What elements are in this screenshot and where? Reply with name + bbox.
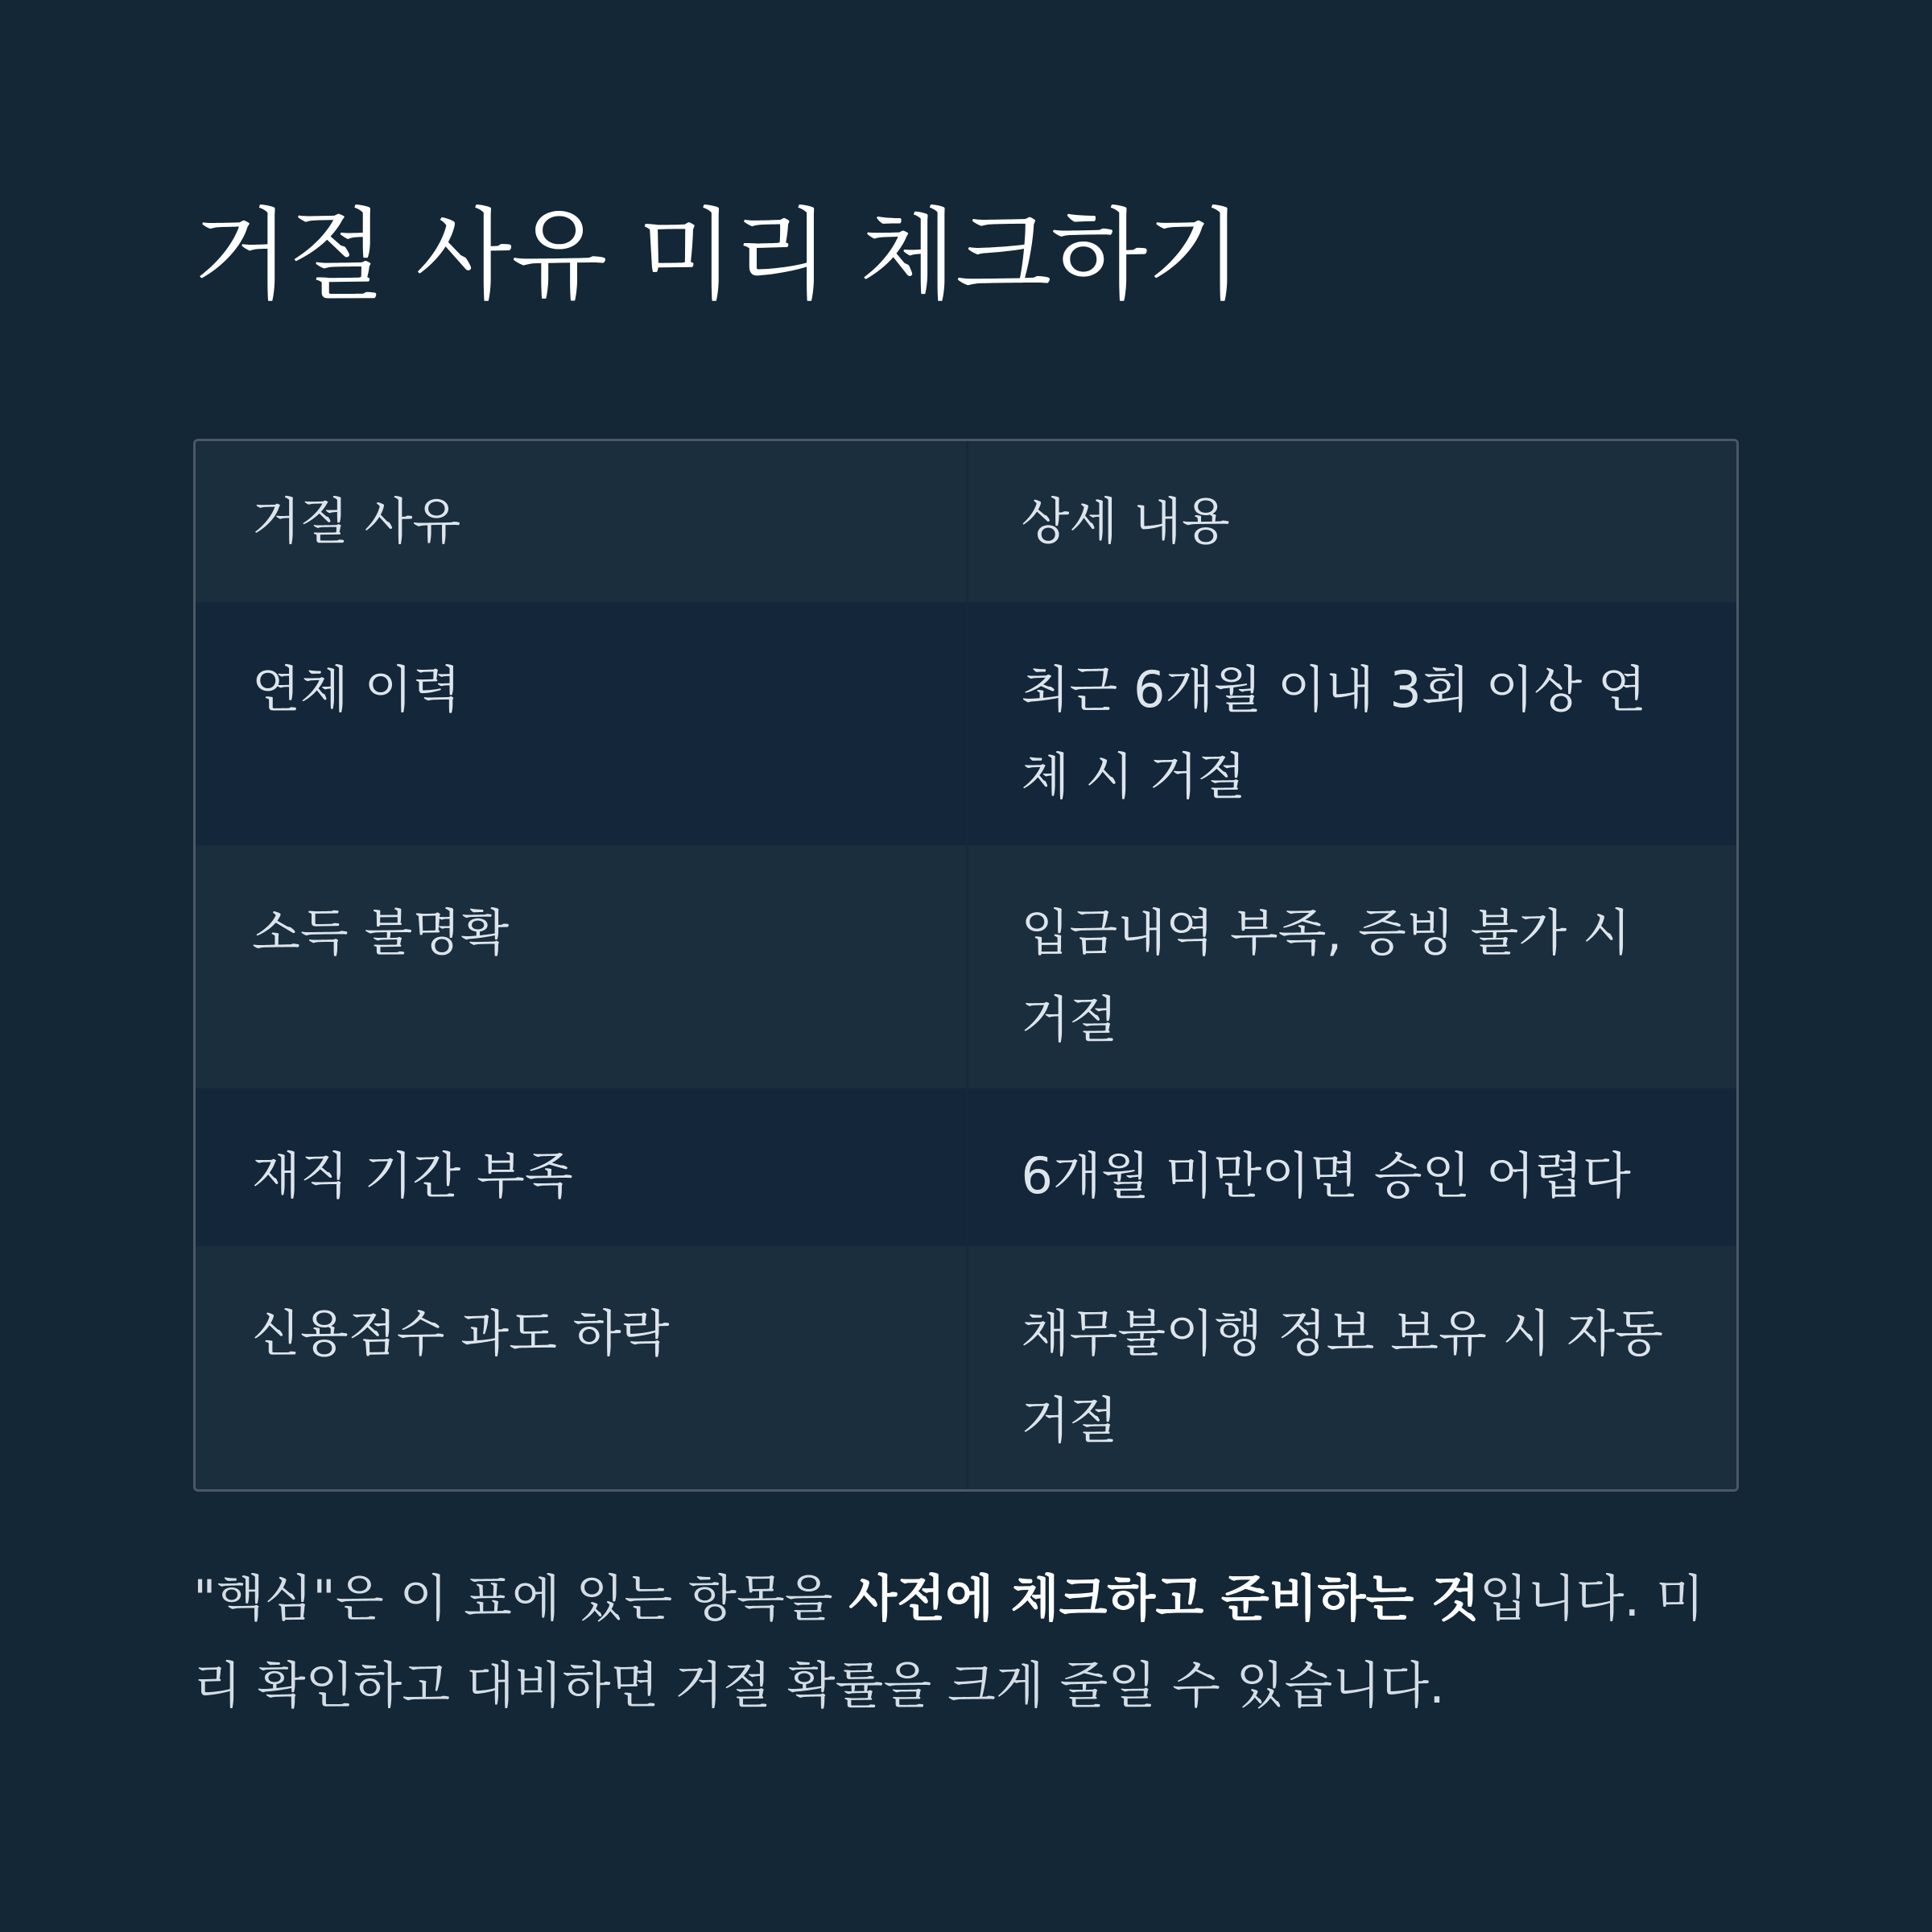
footer-emphasis: 사전에 체크하고 준비하는 것 bbox=[848, 1569, 1480, 1628]
reason-cell: 재직 기간 부족 bbox=[252, 1146, 573, 1205]
footer-prefix: "핵심"은 이 표에 있는 항목을 bbox=[193, 1569, 849, 1628]
reason-cell: 연체 이력 bbox=[252, 660, 461, 719]
table-row bbox=[196, 602, 1736, 845]
rejection-reasons-table bbox=[193, 439, 1739, 1492]
table-row bbox=[196, 1246, 1736, 1491]
table-row bbox=[196, 845, 1736, 1088]
page-title: 거절 사유 미리 체크하기 bbox=[193, 198, 1243, 314]
detail-cell: 채무불이행 정보 보유 시 자동 거절 bbox=[967, 1246, 1736, 1491]
table-row bbox=[196, 1088, 1736, 1246]
reason-cell: 소득 불명확 bbox=[252, 903, 510, 962]
footer-suffix: 입니다. 미리 확인하고 대비하면 거절 확률을 크게 줄일 수 있습니다. bbox=[193, 1569, 1704, 1715]
column-header-detail: 상세 내용 bbox=[967, 441, 1736, 602]
column-header-reason: 거절 사유 bbox=[252, 492, 461, 551]
detail-cell: 6개월 미만이면 승인 어렵다 bbox=[967, 1088, 1736, 1246]
detail-cell: 입금내역 부족, 증빙 불가 시 거절 bbox=[967, 845, 1736, 1088]
footer-note bbox=[193, 1555, 1739, 1729]
table-header-row bbox=[196, 441, 1736, 602]
detail-cell: 최근 6개월 이내 3회 이상 연체 시 거절 bbox=[967, 602, 1736, 845]
reason-cell: 신용점수 과도 하락 bbox=[252, 1304, 670, 1363]
